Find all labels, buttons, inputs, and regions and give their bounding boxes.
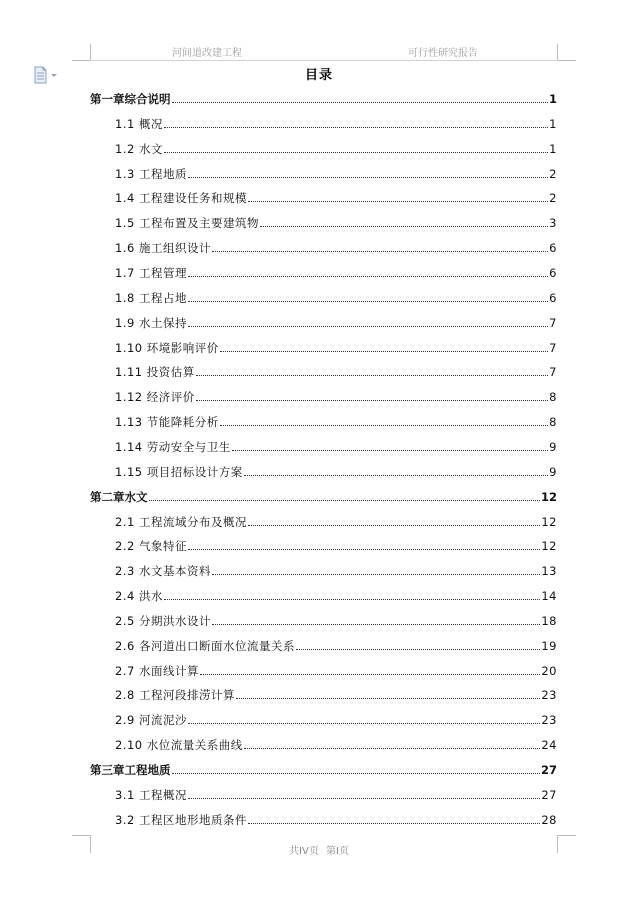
toc-entry-page: 20 <box>541 663 557 678</box>
toc-dot-leader <box>188 275 548 277</box>
toc-entry-title: 1.4 工程建设任务和规模 <box>115 191 247 206</box>
toc-entry-title: 1.9 水土保持 <box>115 315 187 330</box>
toc-section-entry[interactable] <box>115 241 557 255</box>
toc-entry-title: 2.3 水文基本资料 <box>115 564 211 579</box>
toc-entry-title: 2.7 水面线计算 <box>115 663 199 678</box>
toc-entry-page: 1 <box>549 116 557 131</box>
toc-entry-page: 23 <box>541 713 557 728</box>
toc-section-entry[interactable] <box>115 688 557 702</box>
toc-entry-title: 2.1 工程流域分布及概况 <box>115 514 247 529</box>
toc-dot-leader <box>188 722 540 724</box>
toc-entry-page: 7 <box>549 365 557 380</box>
crop-mark-top-left-h <box>72 60 90 61</box>
toc-entry-title: 1.6 施工组织设计 <box>115 241 211 256</box>
toc-dot-leader <box>196 399 548 401</box>
toc-dot-leader <box>220 350 548 352</box>
toc-section-entry[interactable] <box>115 738 557 752</box>
toc-entry-title: 1.12 经济评价 <box>115 390 195 405</box>
toc-section-entry[interactable] <box>115 639 557 653</box>
toc-entry-page: 2 <box>549 191 557 206</box>
toc-dot-leader <box>248 200 548 202</box>
toc-entry-title: 第三章工程地质 <box>90 763 171 777</box>
toc-dot-leader <box>188 300 548 302</box>
toc-entry-title: 2.6 各河道出口断面水位流量关系 <box>115 638 295 653</box>
toc-entry-page: 28 <box>541 812 557 827</box>
toc-section-entry[interactable] <box>115 390 557 404</box>
toc-entry-title: 1.3 工程地质 <box>115 166 187 181</box>
toc-entry-page: 6 <box>549 290 557 305</box>
toc-entry-title: 第二章水文 <box>90 489 148 504</box>
toc-entry-page: 14 <box>541 589 557 603</box>
toc-dot-leader <box>220 424 548 426</box>
toc-entry-page: 27 <box>541 787 557 802</box>
toc-dot-leader <box>149 499 540 501</box>
toc-dot-leader <box>172 101 548 103</box>
toc-section-entry[interactable] <box>115 216 557 230</box>
toc-entry-page: 1 <box>548 92 557 106</box>
toc-section-entry[interactable] <box>115 564 557 578</box>
toc-entry-title: 2.5 分期洪水设计 <box>115 613 211 628</box>
toc-section-entry[interactable] <box>115 266 557 280</box>
toc-entry-title: 2.2 气象特征 <box>115 539 187 554</box>
toc-entry-title: 1.10 环境影响评价 <box>115 340 219 355</box>
toc-entry-title: 1.13 节能降耗分析 <box>115 415 219 430</box>
toc-section-entry[interactable] <box>115 589 557 603</box>
toc-dot-leader <box>188 325 548 327</box>
toc-entry-page: 9 <box>549 439 557 454</box>
toc-entry-title: 1.2 水文 <box>115 141 163 156</box>
toc-entry-page: 13 <box>541 564 557 579</box>
toc-section-entry[interactable] <box>115 465 557 479</box>
toc-entry-title: 2.9 河流泥沙 <box>115 713 187 728</box>
crop-mark-bottom-right-h <box>558 835 576 836</box>
toc-dot-leader <box>200 673 540 675</box>
toc-section-entry[interactable] <box>115 788 557 802</box>
toc-dot-leader <box>260 225 548 227</box>
toc-entry-page: 6 <box>549 266 557 280</box>
toc-entry-page: 12 <box>541 514 557 529</box>
toc-entry-page: 7 <box>549 340 557 355</box>
toc-dot-leader <box>212 623 540 625</box>
toc-entry-page: 8 <box>549 390 557 405</box>
toc-dot-leader <box>188 548 540 550</box>
toc-section-entry[interactable] <box>115 415 557 429</box>
toc-dot-leader <box>232 449 548 451</box>
toc-entry-title: 1.5 工程布置及主要建筑物 <box>115 216 259 231</box>
toc-section-entry[interactable] <box>115 813 557 827</box>
toc-entry-title: 1.11 投资估算 <box>115 365 195 380</box>
toc-entry-title: 第一章综合说明 <box>90 92 171 106</box>
toc-entry-page: 12 <box>540 489 557 504</box>
page-footer <box>0 842 638 857</box>
toc-entry-page: 19 <box>541 638 557 653</box>
toc-entry-page: 6 <box>549 241 557 256</box>
toc-section-entry[interactable] <box>115 614 557 628</box>
crop-mark-top-right-h <box>558 60 576 61</box>
toc-section-entry[interactable] <box>115 539 557 553</box>
toc-entry-title: 3.2 工程区地形地质条件 <box>115 812 247 827</box>
toc-section-entry[interactable] <box>115 316 557 330</box>
toc-entry-page: 9 <box>549 464 557 479</box>
toc-dot-leader <box>172 772 540 774</box>
toc-chapter-entry[interactable] <box>90 490 557 504</box>
toc-section-entry[interactable] <box>115 117 557 131</box>
toc-dot-leader <box>164 151 548 153</box>
toc-dot-leader <box>248 822 540 824</box>
toc-entry-page: 3 <box>549 216 557 231</box>
toc-entry-page: 2 <box>549 166 557 181</box>
toc-entry-title: 1.7 工程管理 <box>115 266 187 280</box>
toc-entry-page: 18 <box>541 613 557 628</box>
toc-entry-page: 8 <box>549 415 557 430</box>
toc-entry-page: 24 <box>541 738 557 753</box>
toc-entry-page: 1 <box>549 141 557 156</box>
toc-dot-leader <box>212 250 548 252</box>
toc-entry-title: 2.10 水位流量关系曲线 <box>115 738 243 753</box>
toc-section-entry[interactable] <box>115 191 557 205</box>
header-rule <box>90 60 558 61</box>
toc-entry-title: 1.1 概况 <box>115 116 163 131</box>
toc-dot-leader <box>236 697 540 699</box>
toc-section-entry[interactable] <box>115 713 557 727</box>
toc-dot-leader <box>164 598 540 600</box>
toc-dot-leader <box>212 573 540 575</box>
toc-dot-leader <box>164 126 548 128</box>
footer-current-page: 第I页 <box>326 846 349 857</box>
toc-entry-title: 2.4 洪水 <box>115 589 163 603</box>
toc-dot-leader <box>196 374 548 376</box>
toc-entry-page: 27 <box>540 763 557 777</box>
toc-section-entry[interactable] <box>115 365 557 379</box>
footer-total-pages: 共IV页 <box>289 846 319 857</box>
toc-dot-leader <box>296 648 540 650</box>
toc-entry-title: 1.14 劳动安全与卫生 <box>115 439 231 454</box>
toc-title: 目录 <box>304 68 333 83</box>
toc-entry-title: 1.8 工程占地 <box>115 290 187 305</box>
toc-dot-leader <box>188 797 540 799</box>
toc-entry-page: 7 <box>549 315 557 330</box>
toc-section-entry[interactable] <box>115 515 557 529</box>
toc-section-entry[interactable] <box>115 664 557 678</box>
toc-entry-page: 12 <box>541 539 557 554</box>
toc-section-entry[interactable] <box>115 341 557 355</box>
toc-section-entry[interactable] <box>115 142 557 156</box>
toc-dot-leader <box>188 176 548 178</box>
toc-entry-page: 23 <box>541 688 557 703</box>
toc-section-entry[interactable] <box>115 167 557 181</box>
header-left-text: 河间道改建工程 <box>172 48 242 59</box>
toc-dot-leader <box>244 474 548 476</box>
toc-chapter-entry[interactable] <box>90 92 557 106</box>
toc-section-entry[interactable] <box>115 440 557 454</box>
toc-dot-leader <box>244 747 541 749</box>
toc-section-entry[interactable] <box>115 291 557 305</box>
toc-entry-title: 2.8 工程河段排涝计算 <box>115 688 235 703</box>
toc-entry-title: 1.15 项目招标设计方案 <box>115 464 243 479</box>
page-header <box>90 44 558 60</box>
toc-entry-title: 3.1 工程概况 <box>115 787 187 802</box>
crop-mark-bottom-left-h <box>72 835 90 836</box>
toc-dot-leader <box>248 524 540 526</box>
header-right-text: 可行性研究报告 <box>408 48 478 59</box>
toc-chapter-entry[interactable] <box>90 763 557 777</box>
